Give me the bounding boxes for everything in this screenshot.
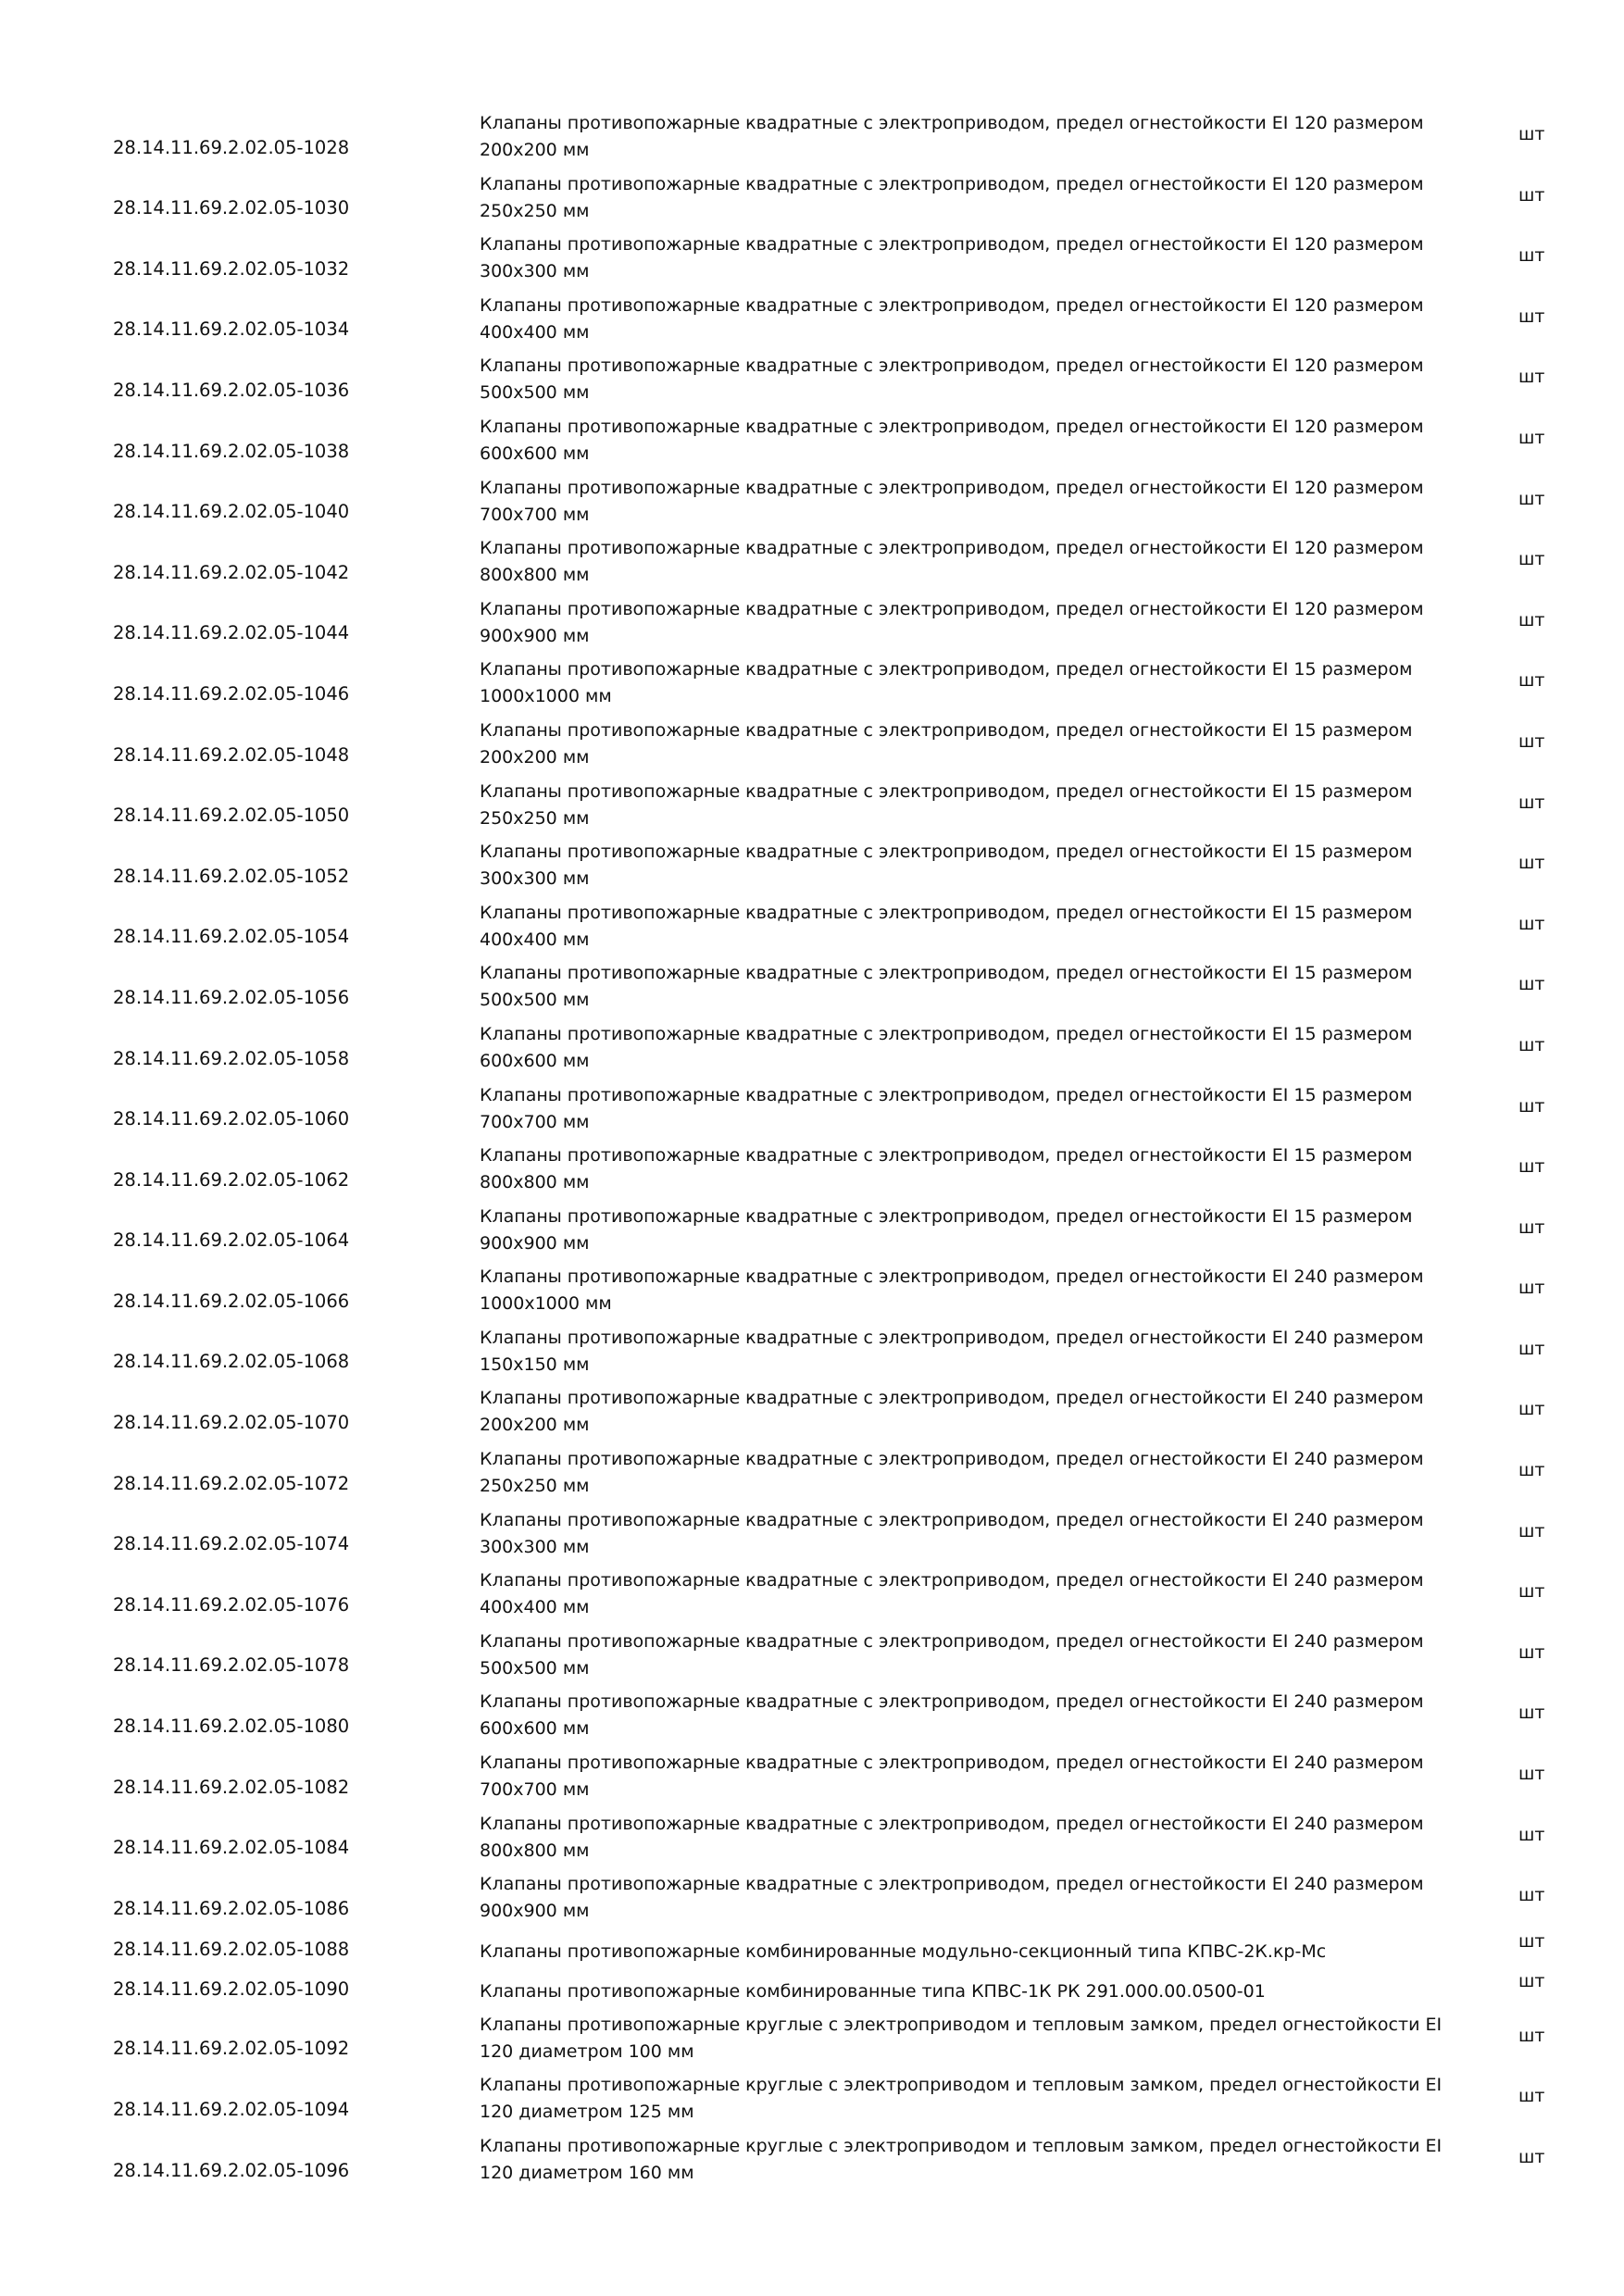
item-description: Клапаны противопожарные квадратные с электроприводом, предел огнестойкости EI 15 размером 250х250 мм xyxy=(480,780,1413,829)
item-description: Клапаны противопожарные квадратные с электроприводом, предел огнестойкости EI 240 размером 700х700 мм xyxy=(480,1753,1424,1801)
item-unit: шт xyxy=(1518,2147,1545,2167)
item-code: 28.14.11.69.2.02.05-1076 xyxy=(113,1593,350,1616)
item-description: Клапаны противопожарные квадратные с электроприводом, предел огнестойкости EI 120 размером 800х800 мм xyxy=(480,538,1424,586)
table-row xyxy=(0,1928,1624,1968)
item-unit: шт xyxy=(1518,427,1545,448)
item-description: Клапаны противопожарные квадратные с электроприводом, предел огнестойкости EI 240 размером 900х900 мм xyxy=(480,1874,1424,1922)
item-unit: шт xyxy=(1518,974,1545,995)
item-description: Клапаны противопожарные круглые с электроприводом и тепловым замком, предел огнестойкости EI 120 диаметром 100 мм xyxy=(480,2014,1443,2062)
table-row xyxy=(0,593,1624,654)
item-code: 28.14.11.69.2.02.05-1028 xyxy=(113,136,350,158)
item-unit: шт xyxy=(1518,1217,1545,1238)
item-description: Клапаны противопожарные квадратные с электроприводом, предел огнестойкости EI 15 размером 200х200 мм xyxy=(480,719,1413,767)
item-code: 28.14.11.69.2.02.05-1048 xyxy=(113,743,350,766)
item-description: Клапаны противопожарные комбинированные типа КПВС-1К РК 291.000.00.0500-01 xyxy=(480,1980,1266,2002)
item-description: Клапаны противопожарные квадратные с электроприводом, предел огнестойкости EI 120 размером 300х300 мм xyxy=(480,234,1424,282)
table-row xyxy=(0,1746,1624,1807)
item-description: Клапаны противопожарные круглые с электроприводом и тепловым замком, предел огнестойкости EI 120 диаметром 160 мм xyxy=(480,2136,1443,2183)
item-code: 28.14.11.69.2.02.05-1054 xyxy=(113,926,350,948)
table-row xyxy=(0,2129,1624,2190)
table-row xyxy=(0,775,1624,836)
item-unit: шт xyxy=(1518,1338,1545,1359)
item-code: 28.14.11.69.2.02.05-1082 xyxy=(113,1776,350,1798)
table-row xyxy=(0,1442,1624,1504)
item-unit: шт xyxy=(1518,913,1545,934)
table-row xyxy=(0,1968,1624,2008)
item-code: 28.14.11.69.2.02.05-1046 xyxy=(113,682,350,705)
table-row xyxy=(0,168,1624,229)
item-code: 28.14.11.69.2.02.05-1056 xyxy=(113,986,350,1008)
item-description: Клапаны противопожарные квадратные с электроприводом, предел огнестойкости EI 240 размером 150х150 мм xyxy=(480,1327,1424,1375)
item-code: 28.14.11.69.2.02.05-1094 xyxy=(113,2099,350,2120)
item-code: 28.14.11.69.2.02.05-1038 xyxy=(113,440,350,462)
item-description: Клапаны противопожарные квадратные с электроприводом, предел огнестойкости EI 240 размером 200х200 мм xyxy=(480,1388,1424,1436)
item-unit: шт xyxy=(1518,1095,1545,1117)
item-description: Клапаны противопожарные квадратные с электроприводом, предел огнестойкости EI 15 размером 300х300 мм xyxy=(480,842,1413,890)
item-code: 28.14.11.69.2.02.05-1040 xyxy=(113,501,350,523)
table-row xyxy=(0,410,1624,471)
item-description: Клапаны противопожарные квадратные с электроприводом, предел огнестойкости EI 120 размером 500х500 мм xyxy=(480,356,1424,404)
item-code: 28.14.11.69.2.02.05-1030 xyxy=(113,197,350,219)
table-row xyxy=(0,1260,1624,1321)
table-row xyxy=(0,714,1624,775)
item-code: 28.14.11.69.2.02.05-1072 xyxy=(113,1472,350,1494)
item-code: 28.14.11.69.2.02.05-1092 xyxy=(113,2038,350,2060)
item-unit: шт xyxy=(1518,1278,1545,1299)
item-unit: шт xyxy=(1518,184,1545,206)
item-code: 28.14.11.69.2.02.05-1050 xyxy=(113,805,350,827)
item-description: Клапаны противопожарные квадратные с электроприводом, предел огнестойкости EI 15 размером 600х600 мм xyxy=(480,1023,1413,1071)
table-row xyxy=(0,228,1624,289)
table-row xyxy=(0,471,1624,532)
table-row xyxy=(0,1807,1624,1868)
table-row xyxy=(0,1079,1624,1140)
item-description: Клапаны противопожарные квадратные с электроприводом, предел огнестойкости EI 240 размером 1000х1000 мм xyxy=(480,1267,1424,1315)
item-code: 28.14.11.69.2.02.05-1060 xyxy=(113,1108,350,1130)
table-row xyxy=(0,349,1624,410)
item-code: 28.14.11.69.2.02.05-1062 xyxy=(113,1168,350,1191)
item-unit: шт xyxy=(1518,1460,1545,1481)
item-code: 28.14.11.69.2.02.05-1074 xyxy=(113,1533,350,1555)
item-description: Клапаны противопожарные квадратные с электроприводом, предел огнестойкости EI 120 размером 900х900 мм xyxy=(480,598,1424,646)
table-row xyxy=(0,1321,1624,1382)
item-code: 28.14.11.69.2.02.05-1036 xyxy=(113,379,350,401)
table-row xyxy=(0,956,1624,1017)
item-code: 28.14.11.69.2.02.05-1032 xyxy=(113,257,350,280)
table-row xyxy=(0,653,1624,714)
item-description: Клапаны противопожарные квадратные с электроприводом, предел огнестойкости EI 15 размером 500х500 мм xyxy=(480,963,1413,1011)
item-description: Клапаны противопожарные круглые с электроприводом и тепловым замком, предел огнестойкости EI 120 диаметром 125 мм xyxy=(480,2075,1443,2123)
item-unit: шт xyxy=(1518,1641,1545,1663)
item-unit: шт xyxy=(1518,1970,1545,1991)
table-row xyxy=(0,1685,1624,1746)
item-code: 28.14.11.69.2.02.05-1066 xyxy=(113,1290,350,1312)
item-description: Клапаны противопожарные квадратные с электроприводом, предел огнестойкости EI 15 размером 900х900 мм xyxy=(480,1205,1413,1254)
table-row xyxy=(0,1504,1624,1565)
item-unit: шт xyxy=(1518,1156,1545,1178)
item-code: 28.14.11.69.2.02.05-1070 xyxy=(113,1412,350,1434)
item-unit: шт xyxy=(1518,609,1545,630)
item-unit: шт xyxy=(1518,1520,1545,1541)
item-code: 28.14.11.69.2.02.05-1058 xyxy=(113,1047,350,1069)
item-description: Клапаны противопожарные квадратные с электроприводом, предел огнестойкости EI 240 размером 800х800 мм xyxy=(480,1813,1424,1861)
item-description: Клапаны противопожарные квадратные с электроприводом, предел огнестойкости EI 15 размером 400х400 мм xyxy=(480,902,1413,950)
price-table xyxy=(0,106,1624,2190)
item-unit: шт xyxy=(1518,1885,1545,1906)
item-unit: шт xyxy=(1518,853,1545,874)
item-unit: шт xyxy=(1518,367,1545,388)
item-description: Клапаны противопожарные квадратные с электроприводом, предел огнестойкости EI 240 размером 500х500 мм xyxy=(480,1630,1424,1678)
item-unit: шт xyxy=(1518,730,1545,752)
item-unit: шт xyxy=(1518,792,1545,813)
item-unit: шт xyxy=(1518,2025,1545,2046)
table-row xyxy=(0,531,1624,593)
table-row xyxy=(0,1381,1624,1442)
item-description: Клапаны противопожарные квадратные с электроприводом, предел огнестойкости EI 240 размером 250х250 мм xyxy=(480,1449,1424,1497)
item-description: Клапаны противопожарные квадратные с электроприводом, предел огнестойкости EI 15 размером 700х700 мм xyxy=(480,1084,1413,1132)
table-row xyxy=(0,2008,1624,2069)
table-row xyxy=(0,1867,1624,1928)
item-code: 28.14.11.69.2.02.05-1034 xyxy=(113,318,350,341)
item-description: Клапаны противопожарные квадратные с электроприводом, предел огнестойкости EI 120 размером 200х200 мм xyxy=(480,113,1424,160)
item-unit: шт xyxy=(1518,1930,1545,1952)
item-unit: шт xyxy=(1518,1581,1545,1603)
item-unit: шт xyxy=(1518,245,1545,267)
item-description: Клапаны противопожарные квадратные с электроприводом, предел огнестойкости EI 120 размером 250х250 мм xyxy=(480,173,1424,221)
item-description: Клапаны противопожарные квадратные с электроприводом, предел огнестойкости EI 15 размером 800х800 мм xyxy=(480,1145,1413,1193)
item-unit: шт xyxy=(1518,1703,1545,1724)
item-code: 28.14.11.69.2.02.05-1090 xyxy=(113,1978,350,2000)
item-unit: шт xyxy=(1518,1034,1545,1055)
item-code: 28.14.11.69.2.02.05-1086 xyxy=(113,1897,350,1919)
item-code: 28.14.11.69.2.02.05-1084 xyxy=(113,1837,350,1859)
item-code: 28.14.11.69.2.02.05-1078 xyxy=(113,1654,350,1677)
item-code: 28.14.11.69.2.02.05-1088 xyxy=(113,1938,350,1960)
item-description: Клапаны противопожарные квадратные с электроприводом, предел огнестойкости EI 240 размером 600х600 мм xyxy=(480,1691,1424,1740)
table-row xyxy=(0,1625,1624,1686)
item-code: 28.14.11.69.2.02.05-1042 xyxy=(113,561,350,583)
item-unit: шт xyxy=(1518,1824,1545,1845)
item-unit: шт xyxy=(1518,124,1545,144)
item-description: Клапаны противопожарные квадратные с электроприводом, предел огнестойкости EI 120 размером 400х400 мм xyxy=(480,294,1424,343)
item-description: Клапаны противопожарные квадратные с электроприводом, предел огнестойкости EI 15 размером 1000х1000 мм xyxy=(480,659,1413,707)
item-description: Клапаны противопожарные квадратные с электроприводом, предел огнестойкости EI 120 размером 700х700 мм xyxy=(480,477,1424,525)
item-unit: шт xyxy=(1518,306,1545,327)
item-unit: шт xyxy=(1518,549,1545,570)
item-code: 28.14.11.69.2.02.05-1064 xyxy=(113,1229,350,1252)
item-code: 28.14.11.69.2.02.05-1080 xyxy=(113,1716,350,1738)
item-description: Клапаны противопожарные квадратные с электроприводом, предел огнестойкости EI 240 размером 400х400 мм xyxy=(480,1570,1424,1618)
table-row xyxy=(0,1200,1624,1261)
item-unit: шт xyxy=(1518,1399,1545,1420)
table-row xyxy=(0,2068,1624,2129)
item-unit: шт xyxy=(1518,670,1545,692)
item-code: 28.14.11.69.2.02.05-1068 xyxy=(113,1351,350,1373)
table-row xyxy=(0,1564,1624,1625)
table-row xyxy=(0,289,1624,350)
table-row xyxy=(0,835,1624,896)
table-row xyxy=(0,106,1624,168)
item-description: Клапаны противопожарные комбинированные модульно-секционный типа КПВС-2К.кр-Мс xyxy=(480,1940,1327,1962)
item-description: Клапаны противопожарные квадратные с электроприводом, предел огнестойкости EI 240 размером 300х300 мм xyxy=(480,1509,1424,1557)
item-unit: шт xyxy=(1518,1764,1545,1785)
item-code: 28.14.11.69.2.02.05-1044 xyxy=(113,622,350,644)
item-unit: шт xyxy=(1518,488,1545,509)
item-unit: шт xyxy=(1518,2086,1545,2107)
item-code: 28.14.11.69.2.02.05-1052 xyxy=(113,865,350,887)
item-description: Клапаны противопожарные квадратные с электроприводом, предел огнестойкости EI 120 размером 600х600 мм xyxy=(480,416,1424,464)
item-code: 28.14.11.69.2.02.05-1096 xyxy=(113,2159,350,2181)
table-row xyxy=(0,896,1624,957)
table-row xyxy=(0,1139,1624,1200)
table-row xyxy=(0,1017,1624,1079)
